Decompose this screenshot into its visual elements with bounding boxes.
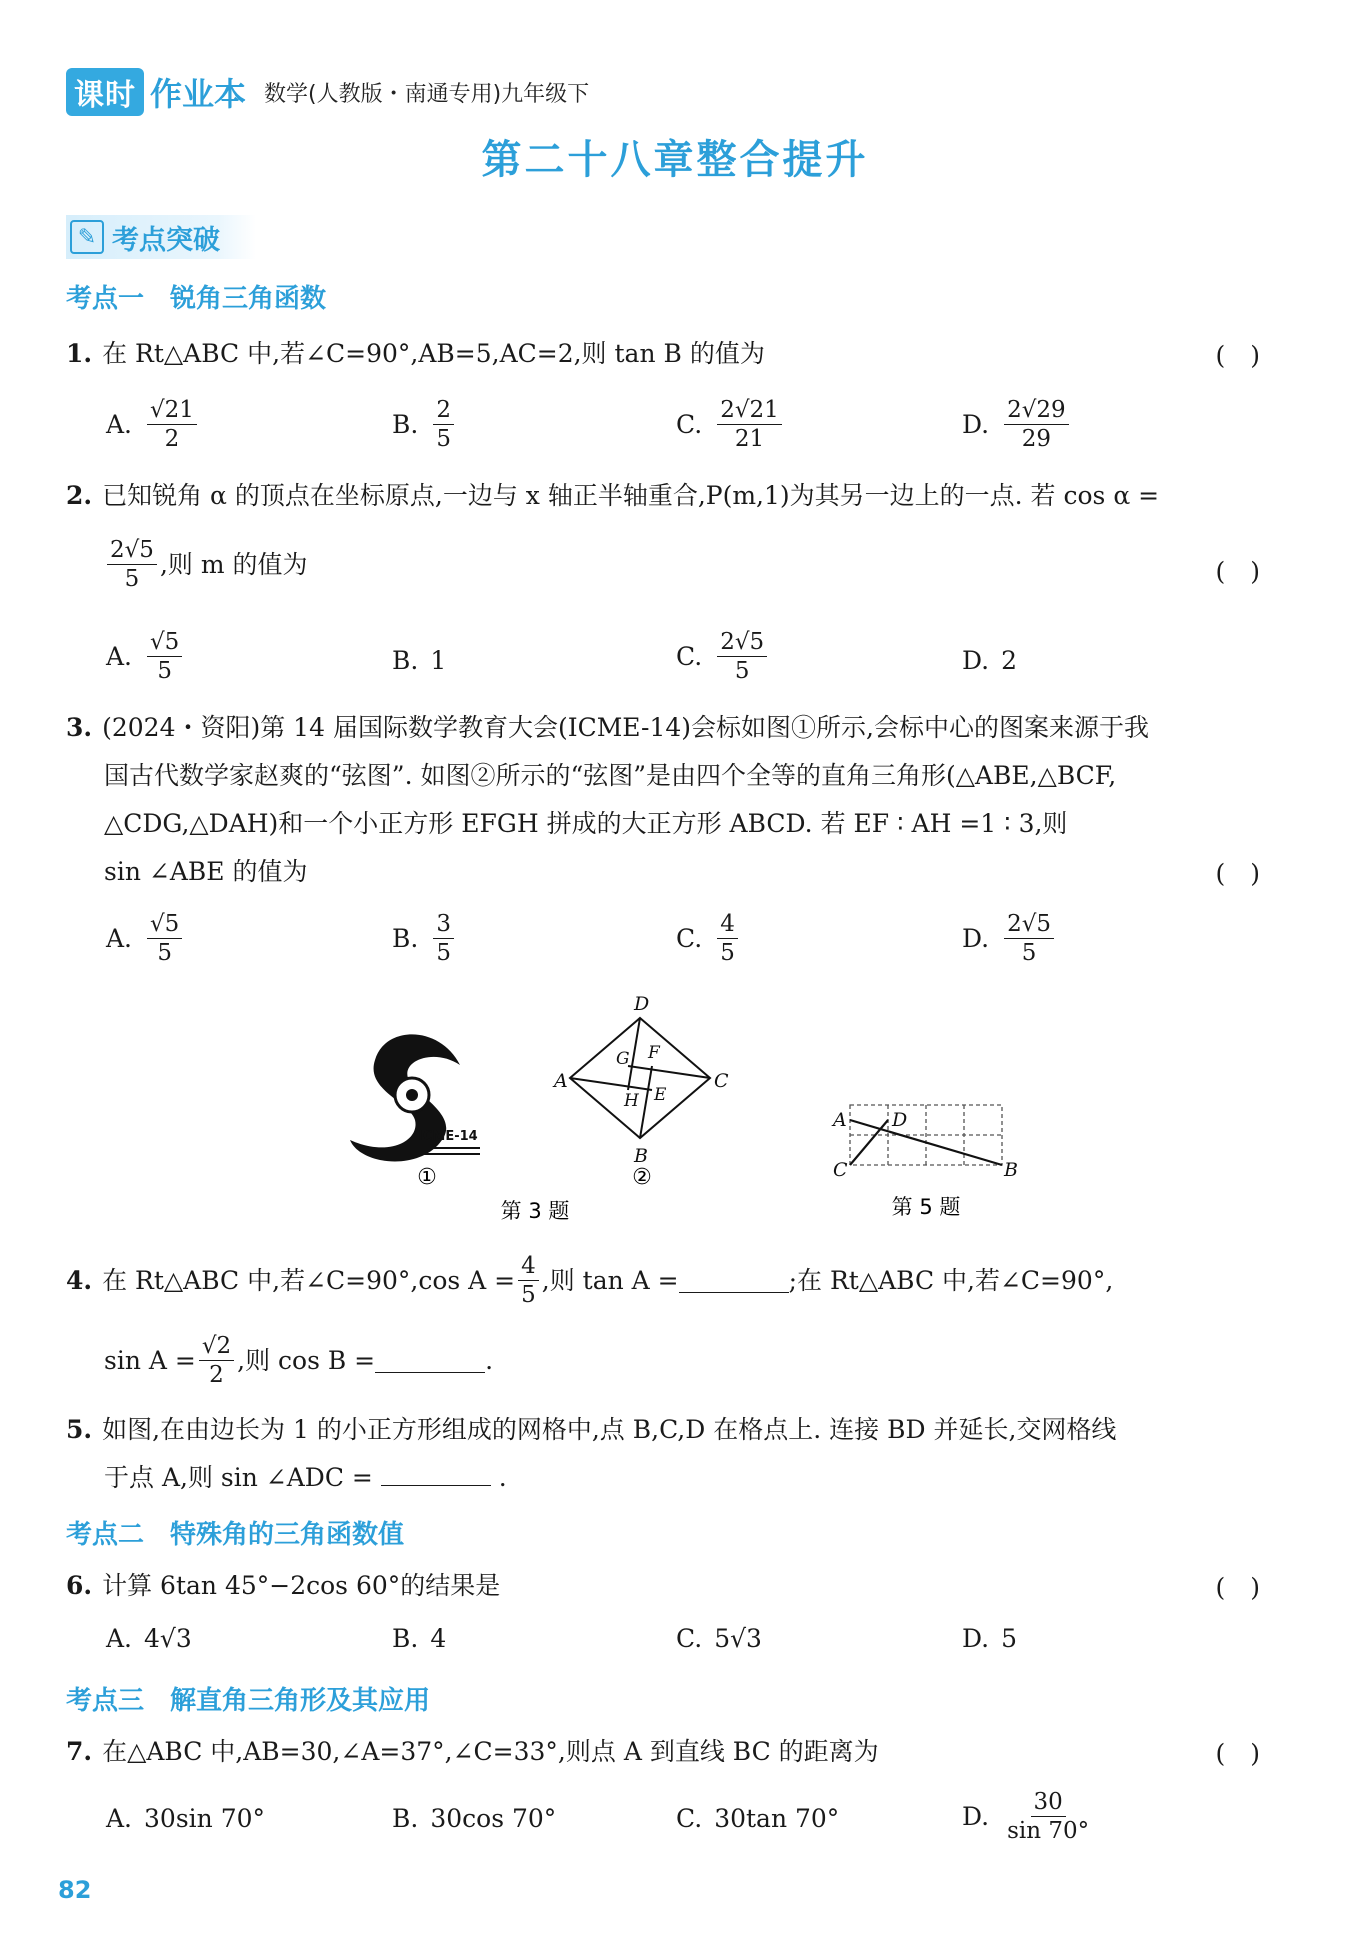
- fraction: [147, 396, 197, 453]
- header-brand: [66, 68, 589, 116]
- fraction: [717, 396, 782, 453]
- question-text: (2024・资阳)第 14 届国际数学教育大会(ICME-14)会标如图①所示,会标中心的图案来源于我: [102, 713, 1149, 742]
- question-text: 已知锐角 α 的顶点在坐标原点,一边与 x 轴正半轴重合,P(m,1)为其另一边上的一点. 若 cos α =: [102, 481, 1160, 510]
- numerator: 4: [518, 1252, 539, 1281]
- question-text: ,则 m 的值为: [159, 549, 308, 579]
- option-b: [392, 910, 457, 967]
- question-2-line2: [104, 536, 307, 593]
- denominator: 5: [157, 940, 172, 966]
- option-a: [106, 628, 185, 685]
- question-text: ;在 Rt△ABC 中,若∠C=90°,: [788, 1265, 1114, 1295]
- question-6: [66, 1568, 500, 1604]
- question-text: 在 Rt△ABC 中,若∠C=90°,cos A =: [102, 1265, 516, 1295]
- fraction: [199, 1332, 234, 1389]
- fraction: [107, 536, 157, 593]
- option-c: [676, 1624, 762, 1653]
- option-label: C.: [676, 1804, 703, 1833]
- option-label: A.: [106, 1624, 133, 1653]
- option-label: A.: [106, 924, 133, 953]
- question-text: sin ∠ABE 的值为: [104, 857, 308, 886]
- option-b: [392, 396, 457, 453]
- option-value: 4: [430, 1624, 447, 1653]
- question-4-line2: [104, 1332, 493, 1389]
- brand-title: 作业本: [150, 75, 247, 113]
- option-d: [962, 396, 1072, 453]
- point-label: C: [714, 1070, 729, 1092]
- question-number: 6.: [66, 1571, 93, 1600]
- option-value: 5√3: [714, 1624, 762, 1653]
- question-4: [66, 1252, 1113, 1309]
- option-value: 30tan 70°: [714, 1804, 840, 1833]
- question-number: 4.: [66, 1265, 93, 1295]
- fraction: [1004, 1788, 1092, 1845]
- question-3: [66, 710, 1149, 746]
- point-label: F: [648, 1043, 660, 1063]
- option-label: A.: [106, 1804, 133, 1833]
- question-text: 于点 A,则 sin ∠ADC =: [104, 1463, 373, 1492]
- denominator: 2: [209, 1362, 224, 1388]
- option-label: B.: [392, 924, 419, 953]
- question-text: sin A =: [104, 1345, 196, 1375]
- question-5: [66, 1412, 1116, 1448]
- point-label: D: [634, 993, 650, 1015]
- option-a: [106, 910, 185, 967]
- option-label: D.: [962, 1624, 990, 1653]
- question-7: [66, 1734, 879, 1770]
- figures-area: [330, 990, 1030, 1220]
- fraction: [147, 910, 182, 967]
- fraction: [1004, 396, 1069, 453]
- option-value: 30sin 70°: [144, 1804, 266, 1833]
- figure-2-label: ②: [632, 1165, 652, 1190]
- question-text: 计算 6tan 45°−2cos 60°的结果是: [102, 1571, 501, 1600]
- option-label: A.: [106, 410, 133, 439]
- option-b: [392, 1804, 556, 1833]
- question-text: 国古代数学家赵爽的“弦图”. 如图②所示的“弦图”是由四个全等的直角三角形(△ABE,△BCF,: [104, 761, 1117, 790]
- chapter-title: 第二十八章整合提升: [481, 136, 869, 183]
- answer-blank[interactable]: [375, 1348, 485, 1373]
- denominator: 5: [436, 940, 451, 966]
- numerator: 30: [1031, 1788, 1066, 1817]
- question-text: 如图,在由边长为 1 的小正方形组成的网格中,点 B,C,D 在格点上. 连接 BD 并延长,交网格线: [102, 1415, 1117, 1444]
- option-a: [106, 1804, 265, 1833]
- point-label: C: [833, 1159, 848, 1181]
- section-label: 考点突破: [112, 224, 220, 256]
- option-value: 5: [1001, 1624, 1018, 1653]
- denominator: 2: [164, 426, 180, 452]
- answer-bracket: ( ): [1215, 341, 1260, 370]
- numerator: √21: [147, 396, 197, 425]
- denominator: 5: [734, 658, 750, 684]
- question-number: 7.: [66, 1737, 93, 1766]
- kp2-heading: 考点二 特殊角的三角函数值: [66, 1520, 405, 1550]
- point-label: H: [624, 1091, 639, 1111]
- option-d: [962, 1788, 1095, 1845]
- grid-figure-5: [850, 1105, 1002, 1165]
- option-b: [392, 646, 446, 675]
- numerator: 2: [433, 396, 454, 425]
- denominator: 5: [521, 1282, 536, 1308]
- fraction: [433, 910, 454, 967]
- fraction: [433, 396, 454, 453]
- section-banner: [66, 215, 256, 259]
- question-text: 在 Rt△ABC 中,若∠C=90°,AB=5,AC=2,则 tan B 的值为: [102, 339, 765, 368]
- denominator: 29: [1021, 426, 1052, 452]
- option-label: D.: [962, 646, 990, 675]
- fraction: [717, 628, 767, 685]
- answer-bracket: ( ): [1215, 1739, 1260, 1768]
- question-text: △CDG,△DAH)和一个小正方形 EFGH 拼成的大正方形 ABCD. 若 EF ∶ AH =1 ∶ 3,则: [104, 809, 1068, 838]
- numerator: 4: [717, 910, 738, 939]
- numerator: √2: [199, 1332, 234, 1361]
- option-a: [106, 1624, 192, 1653]
- option-value: 4√3: [144, 1624, 192, 1653]
- answer-bracket: ( ): [1215, 557, 1260, 586]
- option-label: B.: [392, 1804, 419, 1833]
- option-value: 1: [430, 646, 447, 675]
- option-b: [392, 1624, 446, 1653]
- option-value: 30cos 70°: [430, 1804, 557, 1833]
- question-text: .: [485, 1345, 494, 1375]
- page-number: 82: [58, 1876, 92, 1904]
- option-label: B.: [392, 1624, 419, 1653]
- fraction: [147, 628, 182, 685]
- point-label: B: [1004, 1159, 1018, 1181]
- point-label: E: [654, 1085, 667, 1105]
- kp3-heading: 考点三 解直角三角形及其应用: [66, 1686, 431, 1716]
- option-label: B.: [392, 646, 419, 675]
- question-number: 2.: [66, 481, 93, 510]
- option-c: [676, 628, 770, 685]
- question-number: 3.: [66, 713, 93, 742]
- icme-logo-figure: [350, 1034, 480, 1161]
- option-d: [962, 1624, 1017, 1653]
- numerator: 2√5: [1004, 910, 1054, 939]
- option-label: D.: [962, 924, 990, 953]
- numerator: 2√21: [717, 396, 782, 425]
- option-a: [106, 396, 200, 453]
- fraction: [518, 1252, 539, 1309]
- logo-text: ICME-14: [418, 1129, 478, 1144]
- question-2: [66, 478, 1159, 514]
- numerator: 2√5: [107, 536, 157, 565]
- denominator: 21: [734, 426, 765, 452]
- denominator: 5: [436, 426, 451, 452]
- option-label: D.: [962, 410, 990, 439]
- question-number: 1.: [66, 339, 93, 368]
- option-label: B.: [392, 410, 419, 439]
- figure-1-label: ①: [417, 1165, 437, 1190]
- option-label: C.: [676, 410, 703, 439]
- point-label: G: [616, 1049, 630, 1069]
- question-number: 5.: [66, 1415, 93, 1444]
- book-subtitle: 数学(人教版・南通专用)九年级下: [264, 81, 590, 107]
- question-text: ,则 cos B =: [237, 1345, 376, 1375]
- option-label: C.: [676, 924, 703, 953]
- brand-logo-box: 课时: [66, 68, 144, 116]
- denominator: 5: [1021, 940, 1037, 966]
- fraction: [1004, 910, 1054, 967]
- question-1: [66, 336, 765, 372]
- option-label: D.: [962, 1802, 990, 1831]
- zhao-shuang-string-figure: [570, 1018, 710, 1138]
- numerator: 3: [433, 910, 454, 939]
- denominator: sin 70°: [1007, 1818, 1090, 1844]
- point-label: A: [554, 1070, 568, 1092]
- option-label: C.: [676, 642, 703, 671]
- answer-bracket: ( ): [1215, 1573, 1260, 1602]
- option-d: [962, 646, 1017, 675]
- point-label: D: [892, 1109, 908, 1131]
- answer-bracket: ( ): [1215, 859, 1260, 888]
- answer-blank[interactable]: [381, 1461, 491, 1486]
- option-label: C.: [676, 1624, 703, 1653]
- option-d: [962, 910, 1057, 967]
- question-text: ,则 tan A =: [541, 1265, 679, 1295]
- question-5-line2: [104, 1460, 507, 1496]
- figure-caption-5: 第 5 题: [891, 1195, 961, 1219]
- point-label: B: [634, 1145, 648, 1167]
- question-text: 在△ABC 中,AB=30,∠A=37°,∠C=33°,则点 A 到直线 BC 的距离为: [102, 1737, 879, 1766]
- denominator: 5: [720, 940, 735, 966]
- denominator: 5: [124, 566, 140, 592]
- answer-blank[interactable]: [679, 1268, 789, 1293]
- pencil-icon: ✎: [70, 220, 104, 254]
- question-text: .: [498, 1463, 507, 1492]
- point-label: A: [833, 1109, 847, 1131]
- kp1-heading: 考点一 锐角三角函数: [66, 284, 327, 314]
- numerator: 2√5: [717, 628, 767, 657]
- numerator: √5: [147, 910, 182, 939]
- option-label: A.: [106, 642, 133, 671]
- numerator: 2√29: [1004, 396, 1069, 425]
- option-c: [676, 396, 785, 453]
- option-c: [676, 1804, 839, 1833]
- denominator: 5: [157, 658, 172, 684]
- option-value: 2: [1001, 646, 1018, 675]
- figure-caption-3: 第 3 题: [500, 1199, 570, 1220]
- numerator: √5: [147, 628, 182, 657]
- fraction: [717, 910, 738, 967]
- option-c: [676, 910, 741, 967]
